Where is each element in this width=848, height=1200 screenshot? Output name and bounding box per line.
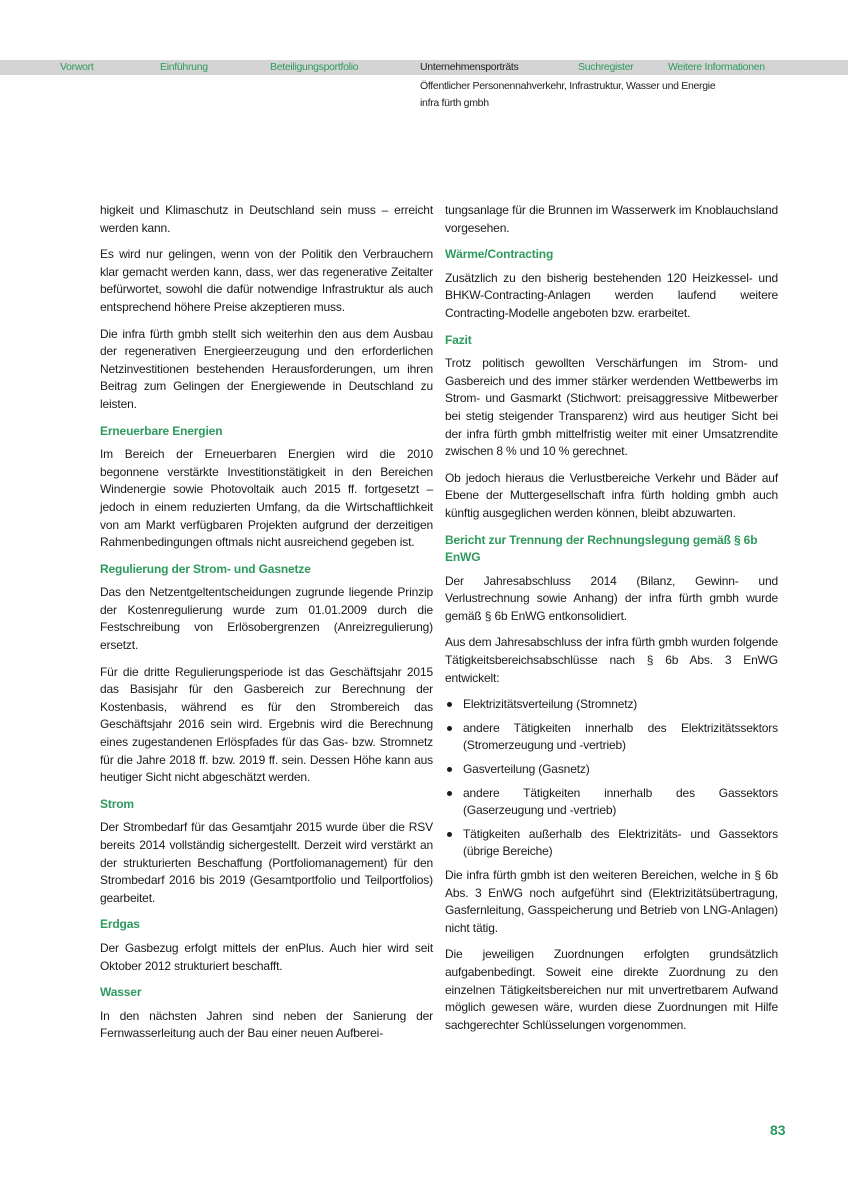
paragraph: Die infra fürth gmbh stellt sich weiterhin den aus dem Ausbau der regenerativen Energieerzeugung und den erforderlichen Netzinvestitionen bestehenden Herausforderungen, um ihren Beitrag zum Gelingen der Energiewende in Deutschland zu leisten. [100, 326, 433, 411]
paragraph: Ob jedoch hieraus die Verlustbereiche Verkehr und Bäder auf Ebene der Muttergesellschaft infra fürth holding gmbh auch künftig ausgeglichen werden können, bleibt abzuwarten. [445, 470, 778, 520]
bullet-icon [447, 702, 452, 707]
left-column [100, 202, 433, 1052]
nav-suchregister[interactable]: Suchregister [578, 61, 634, 73]
paragraph: Das den Netzentgeltentscheidungen zugrunde liegende Prinzip der Kostenregulierung wurde zum 01.01.2009 durch die Festschreibung von Erlösobergrenzen (Anreizregulierung) ersetzt. [100, 585, 433, 653]
list-item [445, 696, 778, 714]
list-item-text: Gasverteilung (Gasnetz) [463, 762, 590, 777]
bullet-icon [447, 791, 452, 796]
list-item [445, 785, 778, 820]
section-heading: Bericht zur Trennung der Rechnungslegung gemäß § 6b EnWG [445, 532, 758, 565]
nav-weitere-informationen[interactable]: Weitere Informationen [668, 61, 765, 73]
nav-vorwort[interactable]: Vorwort [60, 61, 94, 73]
list-item-text: Elektrizitätsverteilung (Stromnetz) [463, 697, 638, 712]
section-heading: Wasser [100, 985, 142, 1000]
list-item [445, 720, 778, 755]
paragraph: Im Bereich der Erneuerbaren Energien wird die 2010 begonnene verstärkte Investitionstätigkeit in den Bereichen Windenergie sowie Photovoltaik auch 2015 ff. fortgesetzt – jedoch in einem reduzierten Umfang, da die Wirtschaftlichkeit von am Markt verfügbaren Projekten aufgrund der derzeitigen Rahmenbedingungen oftmals nicht ausreichend gegeben ist. [100, 447, 433, 550]
section-heading: Wärme/Contracting [445, 247, 554, 262]
paragraph: Der Strombedarf für das Gesamtjahr 2015 wurde über die RSV bereits 2014 vollständig sichergestellt. Derzeit wird verstärkt an der strukturierten Beschaffung (Portfoliomanagement) für den Strombedarf 2016 bis 2019 (Gesamtportfolio und Teilportfolios) gearbeitet. [100, 820, 433, 905]
bullet-icon [447, 726, 452, 731]
section-heading: Erneuerbare Energien [100, 423, 223, 438]
paragraph: Der Gasbezug erfolgt mittels der enPlus. Auch hier wird seit Oktober 2012 strukturiert beschafft. [100, 940, 433, 973]
section-heading: Regulierung der Strom- und Gasnetze [100, 561, 311, 576]
bullet-icon [447, 832, 452, 837]
list-item-text: andere Tätigkeiten innerhalb des Elektrizitätssektors (Stromerzeugung und -vertrieb) [463, 720, 778, 753]
list-item [445, 761, 778, 779]
paragraph: Die infra fürth gmbh ist den weiteren Bereichen, welche in § 6b Abs. 3 EnWG noch aufgeführt sind (Elektrizitätsübertragung, Gasfernleitung, Gasspeicherung und Betrieb von LNG-Anlagen) nicht tätig. [445, 868, 778, 935]
paragraph: higkeit und Klimaschutz in Deutschland sein muss – erreicht werden kann. [100, 203, 433, 235]
paragraph: In den nächsten Jahren sind neben der Sanierung der Fernwasserleitung auch der Bau einer neuen Aufberei- [100, 1008, 433, 1041]
nav-einfuehrung[interactable]: Einführung [160, 61, 208, 73]
section-heading: Erdgas [100, 917, 140, 932]
section-heading: Strom [100, 796, 134, 811]
page-number: 83 [770, 1122, 786, 1138]
list-item-text: andere Tätigkeiten innerhalb des Gassektors (Gaserzeugung und -vertrieb) [463, 785, 778, 818]
bullet-icon [447, 767, 452, 772]
bullet-list [445, 696, 778, 861]
list-item [445, 826, 778, 861]
nav-beteiligungsportfolio[interactable]: Beteiligungsportfolio [270, 61, 359, 73]
paragraph: Trotz politisch gewollten Verschärfungen im Strom- und Gasbereich und des immer stärker werdenden Wettbewerbs im Strom- und Gasmarkt (Stichwort: preisaggressive Mitbewerber bei stetig steigender Transparenz) wird aus heutiger Sicht bei der infra fürth gmbh mittelfristig weiter mit einer Umsatzrendite zwischen 8 % und 10 % gerechnet. [445, 356, 778, 459]
right-column [445, 202, 778, 1043]
paragraph: Aus dem Jahresabschluss der infra fürth gmbh wurden folgende Tätigkeitsbereichsabschlüsse nach § 6b Abs. 3 EnWG entwickelt: [445, 635, 778, 685]
company-name: infra fürth gmbh [420, 97, 489, 109]
section-heading: Fazit [445, 332, 472, 347]
section-subtitle: Öffentlicher Personennahverkehr, Infrastruktur, Wasser und Energie [420, 80, 716, 92]
paragraph: Die jeweiligen Zuordnungen erfolgten grundsätzlich aufgabenbedingt. Soweit eine direkte Zuordnung zu den einzelnen Tätigkeitsbereichen nur mit unvertretbarem Aufwand möglich gewesen wäre, wurden diese Zuordnungen mit Hilfe sachgerechter Schlüsselungen vorgenommen. [445, 947, 778, 1032]
paragraph: Zusätzlich zu den bisherig bestehenden 120 Heizkessel- und BHKW-Contracting-Anlagen werden laufend weitere Contracting-Modelle angeboten bzw. erarbeitet. [445, 270, 778, 320]
paragraph: Für die dritte Regulierungsperiode ist das Geschäftsjahr 2015 das Basisjahr für den Gasbereich zur Berechnung der Kostenbasis, während es für den Strombereich das Geschäftsjahr 2016 sein wird. Ergebnis wird die Berechnung eines zugestandenen Erlöspfades für das Gas- bzw. Stromnetz für die Jahre 2018 ff. bzw. 2019 ff. sein. Dessen Höhe kann aus heutiger Sicht nicht abgeschätzt werden. [100, 664, 433, 785]
paragraph: Der Jahresabschluss 2014 (Bilanz, Gewinn- und Verlustrechnung sowie Anhang) der infra fürth gmbh wurde gemäß § 6b EnWG entkonsolidiert. [445, 573, 778, 623]
paragraph: tungsanlage für die Brunnen im Wasserwerk im Knoblauchsland vorgesehen. [445, 203, 778, 235]
list-item-text: Tätigkeiten außerhalb des Elektrizitäts- und Gassektors (übrige Bereiche) [463, 826, 778, 859]
paragraph: Es wird nur gelingen, wenn von der Politik den Verbrauchern klar gemacht werden kann, dass, wer das regenerative Zeitalter befürwortet, sowohl die dafür notwendige Infrastruktur als auch entsprechend höhere Preise akzeptieren muss. [100, 247, 433, 314]
nav-unternehmensportraets[interactable]: Unternehmensporträts [420, 61, 519, 73]
